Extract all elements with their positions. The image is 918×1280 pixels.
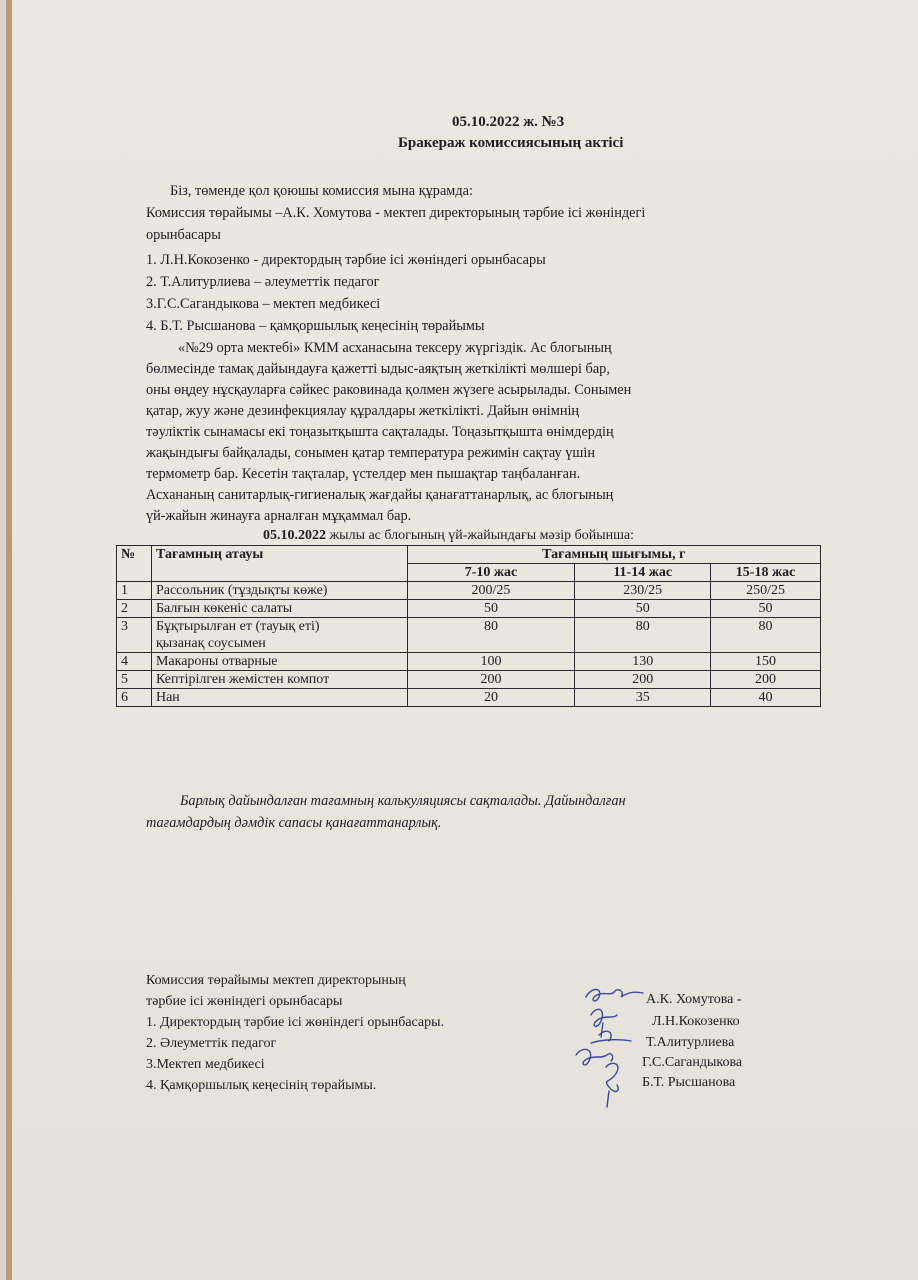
row-value: 80 (407, 618, 575, 653)
conclusion-line: тағамдардың дәмдік сапасы қанағаттанарлық. (146, 815, 442, 831)
role-line: 1. Директордың тәрбие ісі жөніндегі орынбасары. (146, 1015, 445, 1030)
document-page (6, 0, 918, 1280)
signature-stroke (576, 1049, 613, 1065)
signatures-roles (146, 970, 444, 1096)
signature-stroke (591, 1031, 631, 1043)
table-row (117, 671, 821, 689)
header-output: Тағамның шығымы, г (407, 546, 820, 564)
row-num: 6 (117, 689, 152, 707)
row-value: 250/25 (711, 582, 821, 600)
row-value: 20 (407, 689, 575, 707)
act-date-number: 05.10.2022 ж. №3 (452, 114, 565, 130)
row-value: 150 (711, 653, 821, 671)
intro-line: Біз, төменде қол қоюшы комиссия мына құрамда: (170, 183, 473, 199)
handwritten-signatures (551, 975, 651, 1115)
paragraph-line: Асхананың санитарлық-гигиеналық жағдайы қанағаттанарлық, ас блогының (146, 487, 614, 503)
signatory-name: Г.С.Сагандыкова (642, 1055, 743, 1070)
row-dish: Рассольник (тұздықты көже) (151, 582, 407, 600)
paragraph-line: тәуліктік сынамасы екі тоңазытқышта сақталады. Тоңазытқышта өнімдердің (146, 424, 614, 440)
role-line: 4. Қамқоршылық кеңесінің төрайымы. (146, 1078, 377, 1093)
signatory-name: Т.Алитурлиева (646, 1035, 735, 1050)
row-value: 80 (575, 618, 711, 653)
row-value: 50 (711, 600, 821, 618)
row-value: 40 (711, 689, 821, 707)
chair-line: Комиссия төрайымы –А.К. Хомутова - мектеп директорының тәрбие ісі жөніндегі (146, 205, 646, 221)
row-num: 4 (117, 653, 152, 671)
menu-table (116, 545, 821, 707)
menu-caption-date: 05.10.2022 (263, 528, 326, 543)
row-value: 50 (575, 600, 711, 618)
menu-caption-text: жылы ас блогының үй-жайындағы мәзір бойынша: (326, 528, 635, 543)
row-dish (151, 618, 407, 653)
row-value: 200 (575, 671, 711, 689)
row-num: 5 (117, 671, 152, 689)
header-age-15-18: 15-18 жас (711, 564, 821, 582)
table-row (117, 689, 821, 707)
paragraph-line: оны өңдеу нұсқауларға сәйкес раковинада қолмен жүзеге асырылады. Сонымен (146, 382, 632, 398)
row-value: 200 (711, 671, 821, 689)
paper-edge (6, 0, 12, 1280)
header-age-11-14: 11-14 жас (575, 564, 711, 582)
signatory-name: А.К. Хомутова - (646, 992, 742, 1007)
table-row (117, 653, 821, 671)
paragraph-line: жақындығы байқалады, сонымен қатар температура режимін сақтау үшін (146, 445, 595, 461)
row-dish: Макароны отварные (151, 653, 407, 671)
member-4: 4. Б.Т. Рысшанова – қамқоршылық кеңесінің төрайымы (146, 318, 485, 334)
table-row (117, 582, 821, 600)
table-row (117, 618, 821, 653)
row-dish-line: Бұқтырылған ет (тауық еті) (155, 619, 320, 634)
role-line: 2. Әлеуметтік педагог (146, 1036, 277, 1051)
row-num: 2 (117, 600, 152, 618)
signature-stroke (591, 1009, 617, 1037)
paragraph-line: қатар, жуу және дезинфекциялау құралдары жеткілікті. Дайын өнімнің (146, 403, 580, 419)
paragraph-line: үй-жайын жинауға арналған мұқаммал бар. (146, 508, 412, 524)
signatory-name: Л.Н.Кокозенко (652, 1014, 740, 1029)
row-value: 35 (575, 689, 711, 707)
paragraph-line: бөлмесінде тамақ дайындауға қажетті ыдыс-аяқтың жеткілікті мөлшері бар, (146, 361, 610, 377)
signature-stroke (586, 990, 643, 1001)
role-line: 3.Мектеп медбикесі (146, 1057, 265, 1072)
menu-caption (263, 528, 634, 544)
row-value: 200/25 (407, 582, 575, 600)
header-num: № (117, 546, 152, 582)
conclusion-line: Барлық дайындалған тағамның калькуляциясы сақталады. Дайындалған (180, 793, 626, 809)
role-line: Комиссия төрайымы мектеп директорының (146, 973, 406, 988)
row-dish: Балғын көкеніс салаты (151, 600, 407, 618)
table-header-row (117, 546, 821, 564)
row-value: 130 (575, 653, 711, 671)
table-row (117, 600, 821, 618)
header-dish-name: Тағамның атауы (151, 546, 407, 582)
act-title: Бракераж комиссиясының актісі (398, 135, 624, 151)
paragraph-line: термометр бар. Кесетін тақталар, үстелдер мен пышақтар таңбаланған. (146, 466, 581, 482)
row-dish-line: қызанақ соусымен (155, 636, 266, 651)
signature-stroke (606, 1063, 618, 1107)
row-dish: Нан (151, 689, 407, 707)
row-dish: Кептірілген жемістен компот (151, 671, 407, 689)
role-line: тәрбие ісі жөніндегі орынбасары (146, 994, 343, 1009)
row-value: 100 (407, 653, 575, 671)
member-3: 3.Г.С.Сагандыкова – мектеп медбикесі (146, 296, 381, 312)
row-num: 1 (117, 582, 152, 600)
row-num: 3 (117, 618, 152, 653)
row-value: 80 (711, 618, 821, 653)
signatory-name: Б.Т. Рысшанова (642, 1075, 736, 1090)
chair-line-cont: орынбасары (146, 227, 221, 243)
paragraph-line: «№29 орта мектебі» КММ асханасына тексеру жүргіздік. Ас блогының (178, 340, 612, 356)
row-value: 200 (407, 671, 575, 689)
row-value: 230/25 (575, 582, 711, 600)
member-1: 1. Л.Н.Кокозенко - директордың тәрбие ісі жөніндегі орынбасары (146, 252, 546, 268)
member-2: 2. Т.Алитурлиева – әлеуметтік педагог (146, 274, 380, 290)
row-value: 50 (407, 600, 575, 618)
header-age-7-10: 7-10 жас (407, 564, 575, 582)
